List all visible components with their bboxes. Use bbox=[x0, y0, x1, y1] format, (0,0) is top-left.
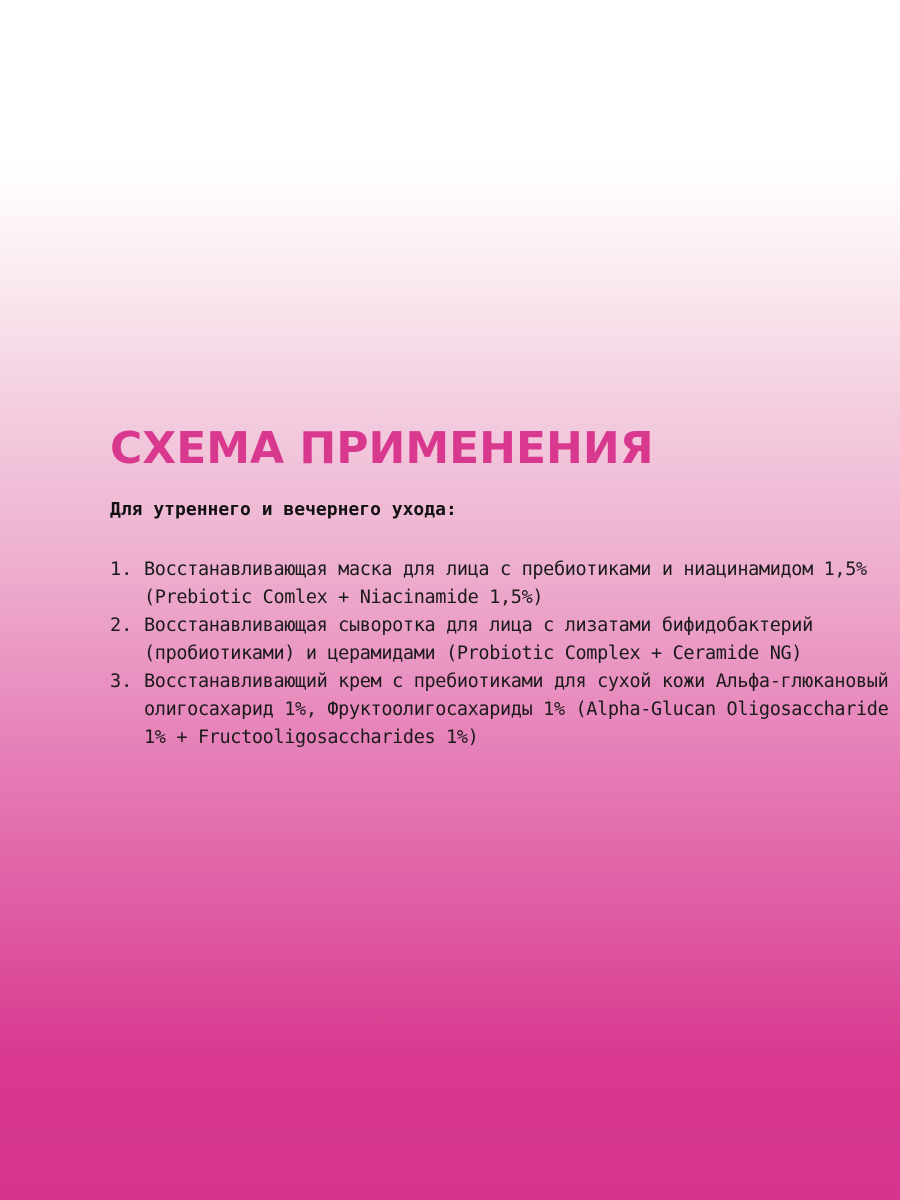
step-number: 2. bbox=[110, 615, 133, 636]
page-title: СХЕМА ПРИМЕНЕНИЯ bbox=[110, 423, 654, 474]
step-number: 3. bbox=[110, 671, 133, 692]
step-text: Восстанавливающий крем с пребиотиками для сухой кожи Альфа-глюкановый олигосахарид 1%, Фруктоолигосахариды 1% (Alpha-Glucan Oligosaccharide 1% + Fructooligosaccharides 1%) bbox=[144, 671, 889, 748]
usage-subtitle: Для утреннего и вечернего ухода: bbox=[110, 499, 457, 520]
usage-section bbox=[110, 420, 890, 752]
list-item bbox=[110, 668, 890, 752]
steps-list bbox=[110, 556, 890, 752]
list-item bbox=[110, 556, 890, 612]
step-text: Восстанавливающая сыворотка для лица с лизатами бифидобактерий (пробиотиками) и церамидами (Probiotic Complex + Ceramide NG) bbox=[144, 615, 813, 664]
step-number: 1. bbox=[110, 559, 133, 580]
step-text: Восстанавливающая маска для лица с пребиотиками и ниацинамидом 1,5% (Prebiotic Comlex + Niacinamide 1,5%) bbox=[144, 559, 867, 608]
list-item bbox=[110, 612, 890, 668]
